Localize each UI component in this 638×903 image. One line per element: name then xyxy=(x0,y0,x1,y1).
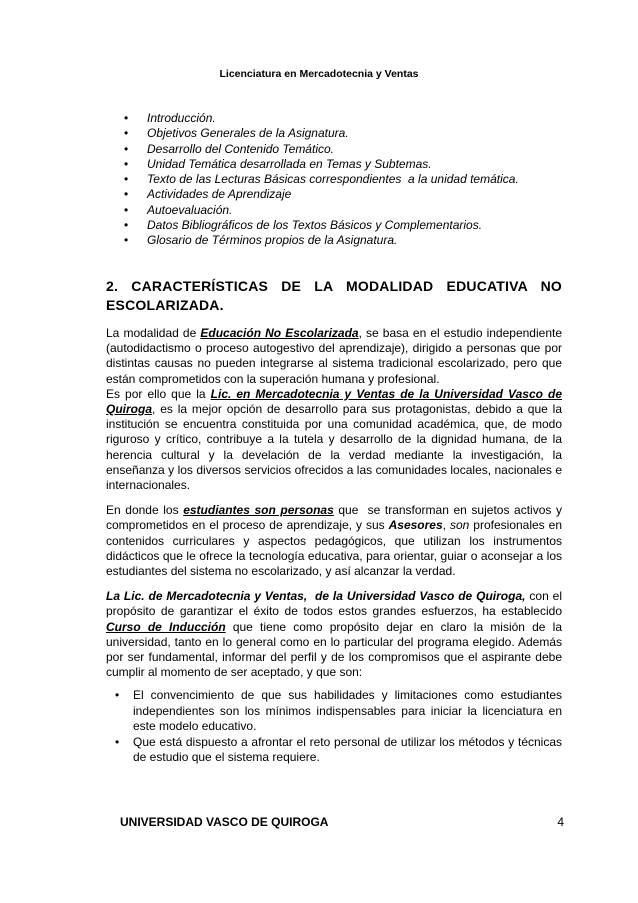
contents-list xyxy=(124,111,519,249)
section-heading: 2. CARACTERÍSTICAS DE LA MODALIDAD EDUCATIVA NO ESCOLARIZADA. xyxy=(106,278,562,313)
contents-item: • Actividades de Aprendizaje xyxy=(124,187,292,202)
bullet-icon: • xyxy=(124,187,129,202)
contents-item: • Autoevaluación. xyxy=(124,202,233,217)
page-header: Licenciatura en Mercadotecnia y Ventas xyxy=(219,68,419,80)
page-footer xyxy=(120,815,564,829)
contents-item: • Introducción. xyxy=(124,111,216,125)
bullet-icon: • xyxy=(124,156,129,171)
paragraph-induction: La Lic. de Mercadotecnia y Ventas, de la Universidad Vasco de Quiroga, con el propósito de garantizar el éxito de todos estos grandes esfuerzos, ha establecido Curso de Inducción que tiene como propósito dejar en claro la misión de la universidad, tanto en lo general como en lo particular del programa elegido. Además por ser fundamental, informar del perfil y de los compromisos que el aspirante debe cumplir al momento de ser aceptado, y que son: xyxy=(106,589,562,680)
contents-item: • Datos Bibliográficos de los Textos Básicos y Complementarios. xyxy=(124,218,483,233)
footer-university: UNIVERSIDAD VASCO DE QUIROGA xyxy=(120,815,329,829)
contents-item: • Desarrollo del Contenido Temático. xyxy=(124,141,334,156)
paragraph-best-option: Es por ello que la Lic. en Mercadotecnia y Ventas de la Universidad Vasco de Quiroga, es la mejor opción de desarrollo para sus protagonistas, debido a que la institución se encuentra constituida por una comunidad académica, que, de modo riguroso y crítico, contribuye a la tutela y desarrollo de la dignidad humana, de la herencia cultural y la develación de la verdad mediante la investigación, la enseñanza y los diversos servicios ofrecidos a las comunidades locales, nacionales e internacionales. xyxy=(106,386,563,493)
contents-item: • Objetivos Generales de la Asignatura. xyxy=(124,126,349,141)
contents-item: • Unidad Temática desarrollada en Temas y Subtemas. xyxy=(124,156,432,171)
bullet-icon: • xyxy=(124,111,129,125)
bullet-icon: • xyxy=(124,218,129,233)
contents-item: • Texto de las Lecturas Básicas correspondientes a la unidad temática. xyxy=(124,172,519,187)
body-text xyxy=(106,326,566,766)
list-item: • Que está dispuesto a afrontar el reto personal de utilizar los métodos y técnicas de estudio que el sistema requiere. xyxy=(115,735,562,765)
commitments-list xyxy=(106,688,562,765)
bullet-icon: • xyxy=(124,141,129,156)
bullet-icon: • xyxy=(115,688,120,703)
paragraph-students: En donde los estudiantes son personas que se transforman en sujetos activos y comprometidos en el proceso de aprendizaje, y sus Asesores, son profesionales en contenidos curriculares y aspectos pedagógicos, que utilizan los instrumentos didácticos que le ofrece la tecnología educativa, para orientar, guiar o aconsejar a los estudiantes del sistema no escolarizado, y así alcanzar la verdad. xyxy=(106,503,566,579)
list-item: • El convencimiento de que sus habilidades y limitaciones como estudiantes independientes son los mínimos indispensables para iniciar la licenciatura en este modelo educativo. xyxy=(115,688,562,733)
contents-item: • Glosario de Términos propios de la Asignatura. xyxy=(124,233,398,248)
bullet-icon: • xyxy=(124,233,129,248)
bullet-icon: • xyxy=(115,735,120,750)
bullet-icon: • xyxy=(124,172,129,187)
bullet-icon: • xyxy=(124,126,129,141)
paragraph-modality: La modalidad de Educación No Escolarizada, se basa en el estudio independiente (autodidactismo o proceso autogestivo del aprendizaje), dirigido a personas que por distintas causas no pueden integrarse al sistema tradicional escolarizado, pero que están comprometidos con la superación humana y profesional. xyxy=(106,326,562,386)
bullet-icon: • xyxy=(124,202,129,217)
page-number: 4 xyxy=(557,815,564,829)
